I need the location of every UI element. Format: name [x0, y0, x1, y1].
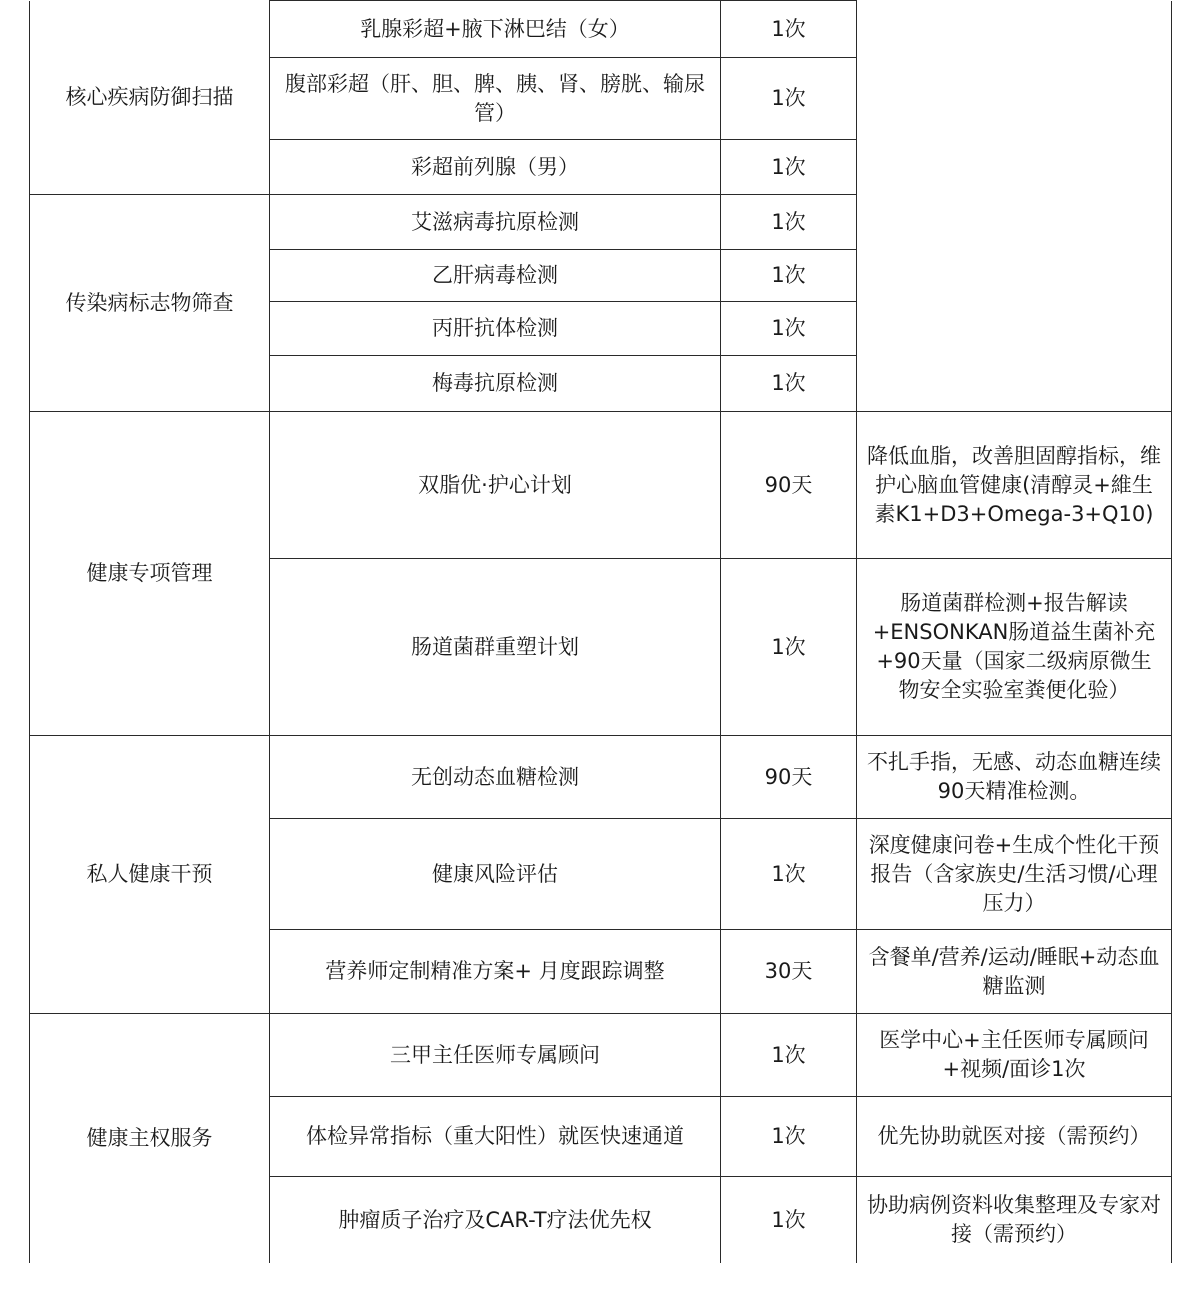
description-cell: 不扎手指，无感、动态血糖连续90天精准检测。 [857, 736, 1172, 819]
quantity-cell: 1次 [721, 58, 857, 140]
item-name-cell: 乳腺彩超+腋下淋巴结（女） [270, 1, 721, 58]
description-cell: 医学中心+主任医师专属顾问+视频/面诊1次 [857, 1014, 1172, 1097]
description-cell: 协助病例资料收集整理及专家对接（需预约） [857, 1177, 1172, 1264]
item-name-cell: 丙肝抗体检测 [270, 302, 721, 356]
quantity-cell: 1次 [721, 356, 857, 412]
quantity-cell: 1次 [721, 1014, 857, 1097]
item-name-cell: 乙肝病毒检测 [270, 250, 721, 302]
service-package-table [29, 0, 1172, 1264]
quantity-cell: 1次 [721, 1097, 857, 1177]
item-name-cell: 健康风险评估 [270, 819, 721, 930]
description-cell: 肠道菌群检测+报告解读+ENSONKAN肠道益生菌补充+90天量（国家二级病原微生物安全实验室粪便化验） [857, 559, 1172, 736]
item-name-cell: 彩超前列腺（男） [270, 140, 721, 195]
item-name-cell: 体检异常指标（重大阳性）就医快速通道 [270, 1097, 721, 1177]
quantity-cell: 1次 [721, 1, 857, 58]
quantity-cell: 1次 [721, 559, 857, 736]
item-name-cell: 三甲主任医师专属顾问 [270, 1014, 721, 1097]
quantity-cell: 1次 [721, 819, 857, 930]
quantity-cell: 30天 [721, 930, 857, 1014]
table-row [30, 1014, 1172, 1097]
item-name-cell: 梅毒抗原检测 [270, 356, 721, 412]
category-cell: 私人健康干预 [30, 736, 270, 1014]
category-cell: 核心疾病防御扫描 [30, 1, 270, 195]
quantity-cell: 1次 [721, 250, 857, 302]
quantity-cell: 1次 [721, 195, 857, 250]
category-cell: 传染病标志物筛查 [30, 195, 270, 412]
blank-description-cell [857, 1, 1172, 412]
table-row [30, 1, 1172, 58]
item-name-cell: 艾滋病毒抗原检测 [270, 195, 721, 250]
item-name-cell: 无创动态血糖检测 [270, 736, 721, 819]
quantity-cell: 1次 [721, 302, 857, 356]
category-cell: 健康主权服务 [30, 1014, 270, 1264]
quantity-cell: 1次 [721, 140, 857, 195]
item-name-cell: 营养师定制精准方案+ 月度跟踪调整 [270, 930, 721, 1014]
service-package-table-container [29, 0, 1171, 1263]
category-cell: 健康专项管理 [30, 412, 270, 736]
quantity-cell: 90天 [721, 736, 857, 819]
item-name-cell: 双脂优·护心计划 [270, 412, 721, 559]
description-cell: 降低血脂，改善胆固醇指标，维护心脑血管健康(清醇灵+維生素K1+D3+Omega-3+Q10) [857, 412, 1172, 559]
description-cell: 优先协助就医对接（需预约） [857, 1097, 1172, 1177]
item-name-cell: 腹部彩超（肝、胆、脾、胰、肾、膀胱、输尿管） [270, 58, 721, 140]
quantity-cell: 90天 [721, 412, 857, 559]
quantity-cell: 1次 [721, 1177, 857, 1264]
table-row [30, 736, 1172, 819]
item-name-cell: 肿瘤质子治疗及CAR-T疗法优先权 [270, 1177, 721, 1264]
item-name-cell: 肠道菌群重塑计划 [270, 559, 721, 736]
description-cell: 含餐单/营养/运动/睡眠+动态血糖监测 [857, 930, 1172, 1014]
bottom-whitespace [0, 1263, 1200, 1293]
table-row [30, 412, 1172, 559]
description-cell: 深度健康问卷+生成个性化干预报告（含家族史/生活习惯/心理压力） [857, 819, 1172, 930]
